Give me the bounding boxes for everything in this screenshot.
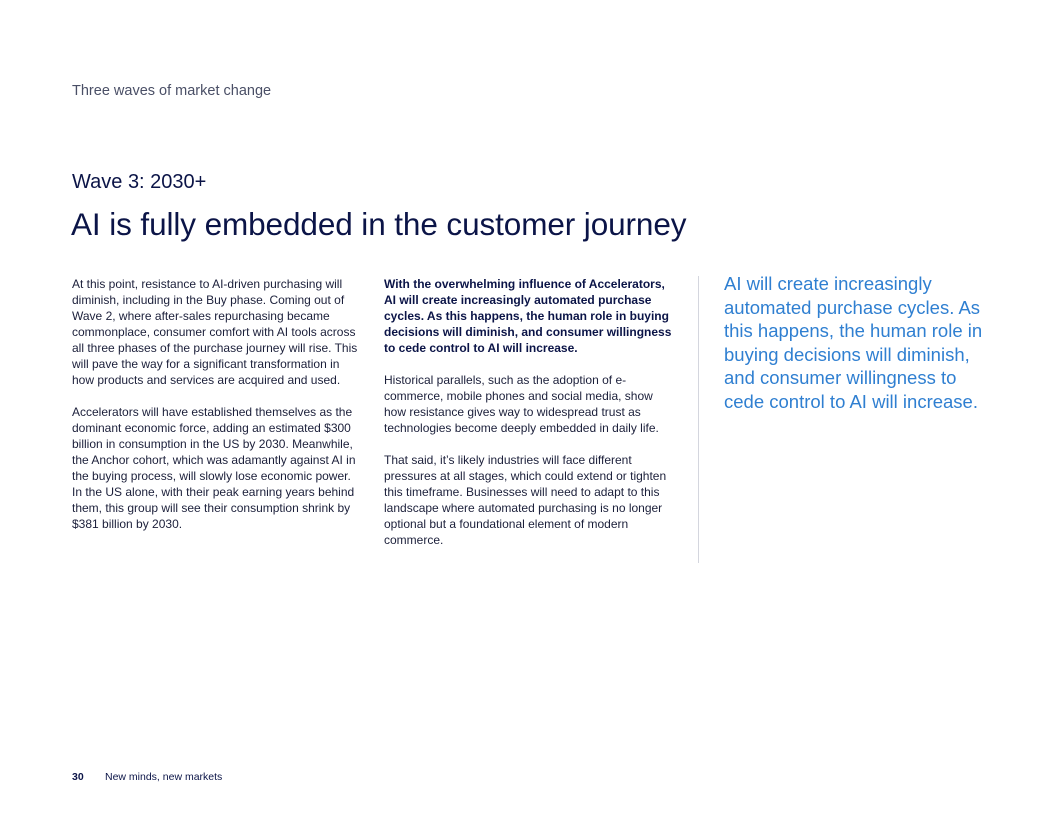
body-column-left	[72, 276, 362, 548]
section-label: Three waves of market change	[72, 83, 272, 99]
wave-title: Wave 3: 2030+	[72, 171, 207, 193]
pull-quote-text: AI will create increasingly automated purchase cycles. As this happens, the human role in buying decisions will diminish, and consumer willingness to cede control to AI will increase.	[724, 273, 983, 412]
page-headline: AI is fully embedded in the customer journey	[71, 206, 687, 242]
footer-publication-title: New minds, new markets	[105, 771, 223, 783]
column-divider	[698, 276, 699, 563]
lead-paragraph: With the overwhelming influence of Accelerators, AI will create increasingly automated purchase cycles. As this happens, the human role in buying decisions will diminish, and consumer willingness to cede control to AI will increase.	[384, 277, 672, 355]
page-number: 30	[72, 771, 84, 783]
body-paragraph: Historical parallels, such as the adoption of e-commerce, mobile phones and social media, show how resistance gives way to widespread trust as technologies become deeply embedded in daily life.	[384, 373, 659, 435]
body-column-middle	[384, 276, 676, 564]
body-paragraph: That said, it’s likely industries will face different pressures at all stages, which could extend or tighten this timeframe. Businesses will need to adapt to this landscape where automated purchasing is no longer optional but a foundational element of modern commerce.	[384, 453, 667, 547]
pull-quote	[724, 272, 989, 413]
body-paragraph: Accelerators will have established themselves as the dominant economic force, adding an estimated $300 billion in consumption in the US by 2030. Meanwhile, the Anchor cohort, which was adamantly against AI in the buying process, will slowly lose economic power. In the US alone, with their peak earning years behind them, this group will see their consumption shrink by $381 billion by 2030.	[72, 405, 356, 531]
body-paragraph: At this point, resistance to AI-driven purchasing will diminish, including in the Buy phase. Coming out of Wave 2, where after-sales repurchasing became commonplace, consumer comfort with AI tools across all three phases of the purchase journey will rise. This will pave the way for a significant transformation in how products and services are acquired and used.	[72, 277, 358, 387]
